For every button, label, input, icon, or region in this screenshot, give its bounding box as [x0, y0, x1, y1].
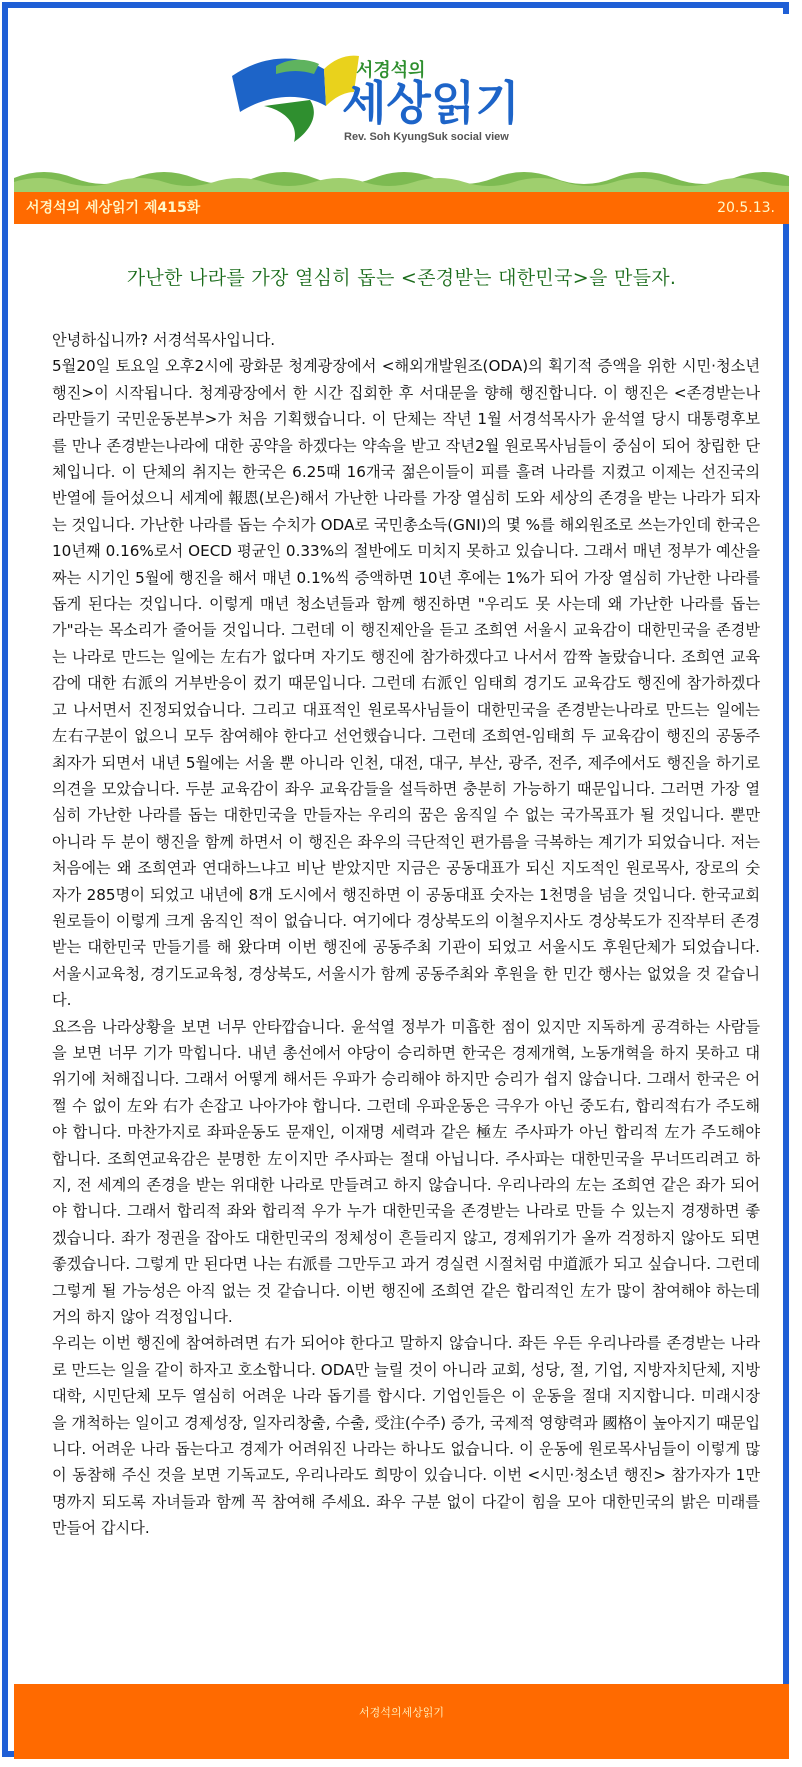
article-paragraph: 5월20일 토요일 오후2시에 광화문 청계광장에서 <해외개발원조(ODA)의 획기적 증액을 위한 시민·청소년 행진>이 시작됩니다. 청계광장에서 한 시간 집회한 후 서대문을 향해 행진합니다. 이 행진은 <존경받는나라만들기 국민운동본부>가 처음 기획했습니다. 이 단체는 작년 1월 서경석목사가 윤석열 당시 대통령후보를 만나 존경받는나라에 대한 공약을 하겠다는 약속을 받고 작년2월 원로목사님들이 중심이 되어 창립한 단체입니다. 이 단체의 취지는 한국은 6.25때 16개국 젊은이들이 피를 흘려 나라를 지켰고 이제는 선진국의 반열에 들어섰으니 세계에 報恩(보은)해서 가난한 나라를 가장 열심히 도와 세상의 존경을 받는 나라가 되자는 것입니다. 가난한 나라를 돕는 수치가 ODA로 국민총소득(GNI)의 몇 %를 해외원조로 쓰는가인데 한국은 10년째 0.16%로서 OECD 평균인 0.33%의 절반에도 미치지 못하고 있습니다. 그래서 매년 정부가 예산을 짜는 시기인 5월에 행진을 해서 매년 0.1%씩 증액하면 10년 후에는 1%가 되어 가장 열심히 가난한 나라를 돕게 된다는 것입니다. 이렇게 매년 청소년들과 함께 행진하면 "우리도 못 사는데 왜 가난한 나라를 돕는가"라는 목소리가 줄어들 것입니다. 그런데 이 행진제안을 듣고 조희연 서울시 교육감이 대한민국을 존경받는 나라로 만드는 일에는 左右가 없다며 자기도 행진에 참가하겠다고 나서서 깜짝 놀랐습니다. 조희연 교육감에 대한 右派의 거부반응이 컸기 때문입니다. 그런데 右派인 임태희 경기도 교육감도 행진에 참가하겠다고 나서면서 진정되었습니다. 그리고 대표적인 원로목사님들이 대한민국을 존경받는나라로 만드는 일에는 左右구분이 없으니 모두 참여해야 한다고 선언했습니다. 그런데 조희연-임태희 두 교육감이 행진의 공동주최자가 되면서 내년 5월에는 서울 뿐 아니라 인천, 대전, 대구, 부산, 광주, 전주, 제주에서도 행진을 하기로 의견을 모았습니다. 두분 교육감이 좌우 교육감들을 설득하면 충분히 가능하기 때문입니다. 그러면 가장 열심히 가난한 나라를 돕는 대한민국을 만들자는 우리의 꿈은 움직일 수 없는 국가목표가 될 것입니다. 뿐만 아니라 두 분이 행진을 함께 하면서 이 행진은 좌우의 극단적인 편가름을 극복하는 계기가 되었습니다. 저는 처음에는 왜 조희연과 연대하느냐고 비난 받았지만 지금은 공동대표가 되신 지도적인 원로목사, 장로의 숫자가 285명이 되었고 내년에 8개 도시에서 행진하면 이 공동대표 숫자는 1천명을 넘을 것입니다. 한국교회 원로들이 이렇게 크게 움직인 적이 없습니다. 여기에다 경상북도의 이철우지사도 경상북도가 진작부터 존경받는 대한민국 만들기를 해 왔다며 이번 행진에 공동주최 기관이 되었고 서울시도 후원단체가 되었습니다. 서울시교육청, 경기도교육청, 경상북도, 서울시가 함께 공동주최와 후원을 한 민간 행사는 없었을 것 같습니다.: [52, 357, 760, 1010]
footer-label: 서경석의세상읽기: [358, 1706, 444, 1719]
issue-date: 20.5.13.: [717, 200, 775, 216]
logo-subtitle: Rev. Soh KyungSuk social view: [344, 131, 509, 143]
greeting-paragraph: 안녕하십니까? 서경석목사입니다.: [52, 331, 276, 349]
header-banner: [14, 14, 789, 192]
article-paragraph: 우리는 이번 행진에 참여하려면 右가 되어야 한다고 말하지 않습니다. 좌든 우든 우리나라를 존경받는 나라로 만드는 일을 같이 하자고 호소합니다. ODA만 늘릴 것이 아니라 교회, 성당, 절, 기업, 지방자치단체, 지방대학, 시민단체 모두 열심히 어려운 나라 돕기를 합시다. 기업인들은 이 운동을 절대 지지합니다. 미래시장을 개척하는 일이고 경제성장, 일자리창출, 수출, 受注(수주) 증가, 국제적 영향력과 國格이 높아지기 때문입니다. 어려운 나라 돕는다고 경제가 어려워진 나라는 하나도 없습니다. 이 운동에 원로목사님들이 이렇게 많이 동참해 주신 것을 보면 기독교도, 우리나라도 희망이 있습니다. 이번 <시민·청소년 행진> 참가자가 1만명까지 되도록 자녀들과 함께 꼭 참여해 주세요. 좌우 구분 없이 다같이 힘을 모아 대한민국의 밝은 미래를 만들어 갑시다.: [52, 1334, 760, 1538]
article-title: 가난한 나라를 가장 열심히 돕는 <존경받는 대한민국>을 만들자.: [126, 267, 677, 289]
logo-title-small: 서경석의: [356, 60, 426, 80]
footer-bar: [14, 1684, 789, 1759]
series-label: 서경석의 세상읽기 제415화: [26, 200, 201, 216]
page-frame: [2, 2, 789, 1757]
logo-title-large: 세상읽기: [342, 77, 520, 129]
article-body: [52, 327, 760, 1542]
article-paragraph: 요즈음 나라상황을 보면 너무 안타깝습니다. 윤석열 정부가 미흡한 점이 있지만 지독하게 공격하는 사람들을 보면 너무 기가 막힙니다. 내년 총선에서 야당이 승리하면 한국은 경제개혁, 노동개혁을 하지 못하고 대위기에 처해집니다. 그래서 어떻게 해서든 우파가 승리해야 하지만 승리가 쉽지 않습니다. 그래서 한국은 어쩔 수 없이 左와 右가 손잡고 나아가야 합니다. 그런데 우파운동은 극우가 아닌 중도右, 합리적右가 주도해야 합니다. 마찬가지로 좌파운동도 문재인, 이재명 세력과 같은 極左 주사파가 아닌 합리적 左가 주도해야 합니다. 조희연교육감은 분명한 左이지만 주사파는 절대 아닙니다. 주사파는 대한민국을 무너뜨리려고 하지, 전 세계의 존경을 받는 위대한 나라로 만들려고 하지 않습니다. 우리나라의 左는 조희연 같은 좌가 되어야 합니다. 그래서 합리적 좌와 합리적 우가 누가 대한민국을 존경받는 나라로 만들 수 있는지 경쟁하면 좋겠습니다. 좌가 정권을 잡아도 대한민국의 정체성이 흔들리지 않고, 경제위기가 올까 걱정하지 않아도 되면 좋겠습니다. 그렇게 만 된다면 나는 右派를 그만두고 과거 경실련 시절처럼 中道派가 되고 싶습니다. 그런데 그렇게 될 가능성은 아직 없는 것 같습니다. 이번 행진에 조희연 같은 합리적인 左가 많이 참여해야 하는데 거의 하지 않아 걱정입니다.: [52, 1017, 760, 1327]
site-logo: [14, 14, 789, 164]
grass-decoration: [14, 144, 789, 192]
book-icon: [232, 56, 359, 142]
issue-bar: [14, 192, 789, 224]
